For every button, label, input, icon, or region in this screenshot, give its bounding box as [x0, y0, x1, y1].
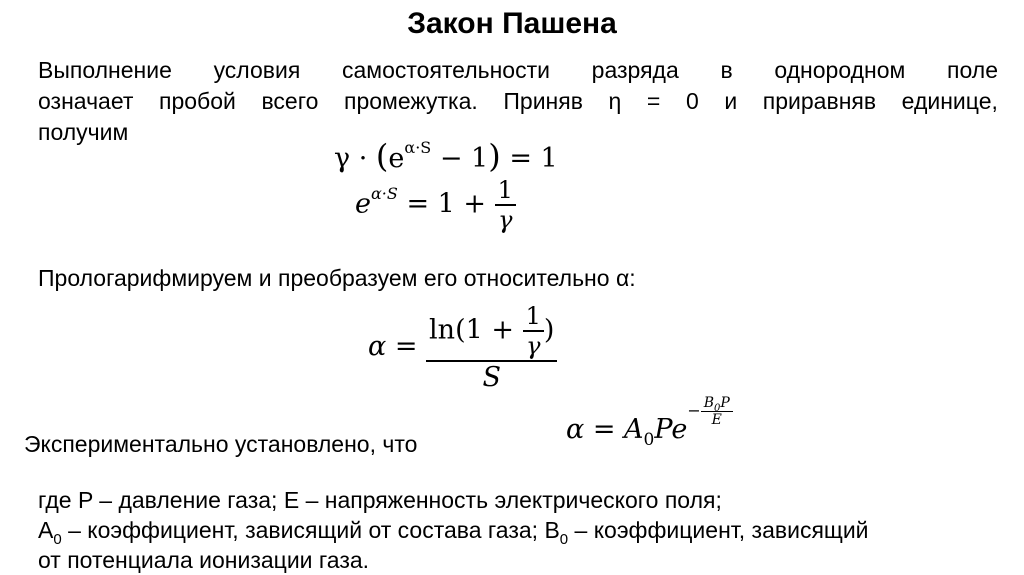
intro-word: Выполнение	[38, 57, 172, 83]
coefficient-a: A	[624, 414, 644, 445]
intro-word: однородном	[774, 57, 906, 83]
intro-word: самостоятельности	[341, 57, 550, 83]
intro-word: условия	[213, 57, 301, 83]
footer-end-text: – коэффициент, зависящий	[568, 517, 869, 543]
inner-numerator: 1	[525, 302, 541, 330]
fraction-numerator: 1	[497, 176, 513, 204]
footer-line-1: где P – давление газа; E – напряженность электрического поля;	[38, 487, 722, 513]
equals-sign: =	[592, 414, 616, 445]
dot-operator: ·	[358, 143, 368, 174]
exponent-denominator: E	[711, 412, 722, 428]
intro-word: и	[724, 88, 738, 114]
exponent-group	[687, 395, 733, 428]
exp-power: α·S	[404, 138, 432, 157]
equals-sign: =	[394, 331, 418, 362]
intro-word: разряда	[591, 57, 679, 83]
intro-word: приравняв	[762, 88, 877, 114]
intro-word: пробой	[159, 88, 236, 114]
exponent-numerator	[701, 395, 733, 414]
intro-word: =	[646, 88, 661, 114]
intro-line-1	[38, 56, 998, 85]
exp-base: e	[671, 414, 688, 445]
formula-alpha-solution	[368, 304, 557, 391]
close-paren: )	[488, 137, 501, 175]
intro-word: в	[720, 57, 733, 83]
inner-fraction	[523, 304, 544, 358]
intro-word: 0	[685, 88, 699, 114]
ln-suffix: )	[543, 314, 555, 346]
fraction-one-over-gamma	[495, 178, 516, 232]
a-subscript: 0	[53, 531, 62, 548]
footer-mid-text: – коэффициент, зависящий от состава газа; B	[61, 517, 560, 543]
intro-word: поле	[947, 57, 998, 83]
b-symbol: B	[703, 395, 715, 411]
coefficient-a-subscript: 0	[643, 430, 655, 450]
footer-line-2	[38, 516, 869, 548]
intro-word: всего	[261, 88, 319, 114]
b-subscript: 0	[559, 531, 569, 548]
intro-word: означает	[38, 88, 134, 114]
intro-word: единице,	[901, 88, 998, 114]
exp-power: α·S	[370, 183, 398, 203]
intro-line-3: получим	[38, 119, 129, 145]
b-subscript: 0	[714, 403, 721, 414]
p-symbol: P	[720, 395, 730, 411]
main-numerator	[426, 304, 557, 358]
gamma-symbol: γ	[334, 143, 351, 174]
formula-rhs: = 1	[509, 143, 558, 174]
intro-line-2	[38, 87, 998, 116]
minus-one: − 1	[439, 143, 489, 174]
intro-word: Приняв	[503, 88, 583, 114]
main-denominator: S	[482, 362, 501, 393]
slide-title: Закон Пашена	[407, 7, 617, 40]
intro-word: промежутка.	[343, 88, 478, 114]
experiment-text: Экспериментально установлено, что	[24, 431, 418, 457]
formula-breakdown-condition	[334, 137, 558, 175]
ln-prefix: ln(1 +	[429, 314, 514, 346]
alpha-symbol: α	[368, 331, 387, 362]
exp-base: e	[388, 143, 405, 174]
open-paren: (	[375, 137, 389, 175]
exponent-fraction	[701, 396, 733, 427]
logarithm-text: Прологарифмируем и преобразуем его относительно α:	[38, 265, 636, 291]
exp-base: e	[355, 188, 371, 220]
footer-line-3: от потенциала ионизации газа.	[38, 547, 370, 573]
formula-exponent-form	[355, 178, 516, 232]
fraction-denominator: γ	[498, 206, 513, 234]
inner-denominator: γ	[526, 332, 541, 360]
intro-word: η	[608, 88, 622, 114]
exponent-minus: −	[687, 401, 701, 420]
a-label: A	[38, 517, 54, 543]
alpha-symbol: α	[566, 414, 585, 445]
equals-one-plus: = 1 +	[406, 188, 487, 220]
main-fraction	[426, 304, 557, 391]
formula-townsend-coefficient	[566, 395, 733, 450]
pressure-symbol: P	[654, 414, 672, 445]
